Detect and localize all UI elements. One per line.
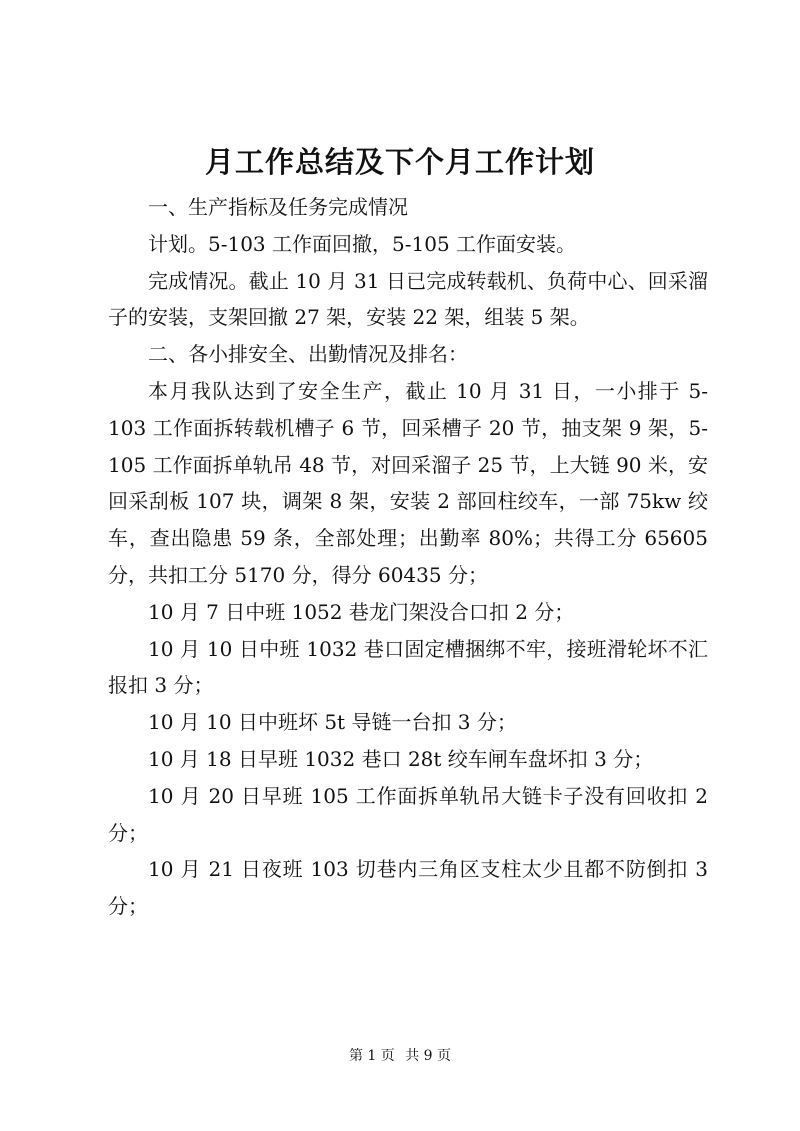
- page-footer: [0, 1045, 800, 1065]
- deduction-item: 10 月 18 日早班 1032 巷口 28t 绞车闸车盘坏扣 3 分；: [148, 746, 654, 771]
- total-pages: 共 9 页: [405, 1048, 452, 1064]
- summary-paragraph: 本月我队达到了安全生产，截止 10 月 31 日，一小排于 5-103 工作面拆转载机槽子 6 节，回采槽子 20 节，抽支架 9 架，5-105 工作面拆单轨吊 48 节，对回采溜子 25 节，上大链 90 米，安回采刮板 107 块，调架 8 架，安装 2 部回柱绞车，一部 75kw 绞车，查出隐患 59 条，全部处理；出勤率 80%；共得工分 65605 分，共扣工分 5170 分，得分 60435 分；: [108, 378, 708, 587]
- completion-paragraph: 完成情况。截止 10 月 31 日已完成转载机、负荷中心、回采溜子的安装，支架回撤 27 架，安装 22 架，组装 5 架。: [108, 268, 708, 330]
- document-body: [108, 189, 708, 925]
- page-number: 第 1 页: [348, 1048, 395, 1064]
- deduction-item: 10 月 20 日早班 105 工作面拆单轨吊大链卡子没有回收扣 2 分；: [108, 783, 708, 845]
- section-heading-1: 一、生产指标及任务完成情况: [148, 195, 408, 219]
- section-heading-2: 二、各小排安全、出勤情况及排名：: [148, 342, 468, 367]
- plan-paragraph: 计划。5-103 工作面回撤，5-105 工作面安装。: [148, 231, 577, 256]
- deduction-item: 10 月 10 日中班 1032 巷口固定槽捆绑不牢，接班滑轮坏不汇报扣 3 分；: [108, 636, 708, 698]
- deduction-item: 10 月 10 日中班坏 5t 导链一台扣 3 分；: [148, 710, 517, 735]
- deduction-item: 10 月 7 日中班 1052 巷龙门架没合口扣 2 分；: [148, 599, 575, 624]
- deduction-item: 10 月 21 日夜班 103 切巷内三角区支柱太少且都不防倒扣 3 分；: [108, 857, 708, 919]
- document-title: 月工作总结及下个月工作计划: [204, 145, 595, 179]
